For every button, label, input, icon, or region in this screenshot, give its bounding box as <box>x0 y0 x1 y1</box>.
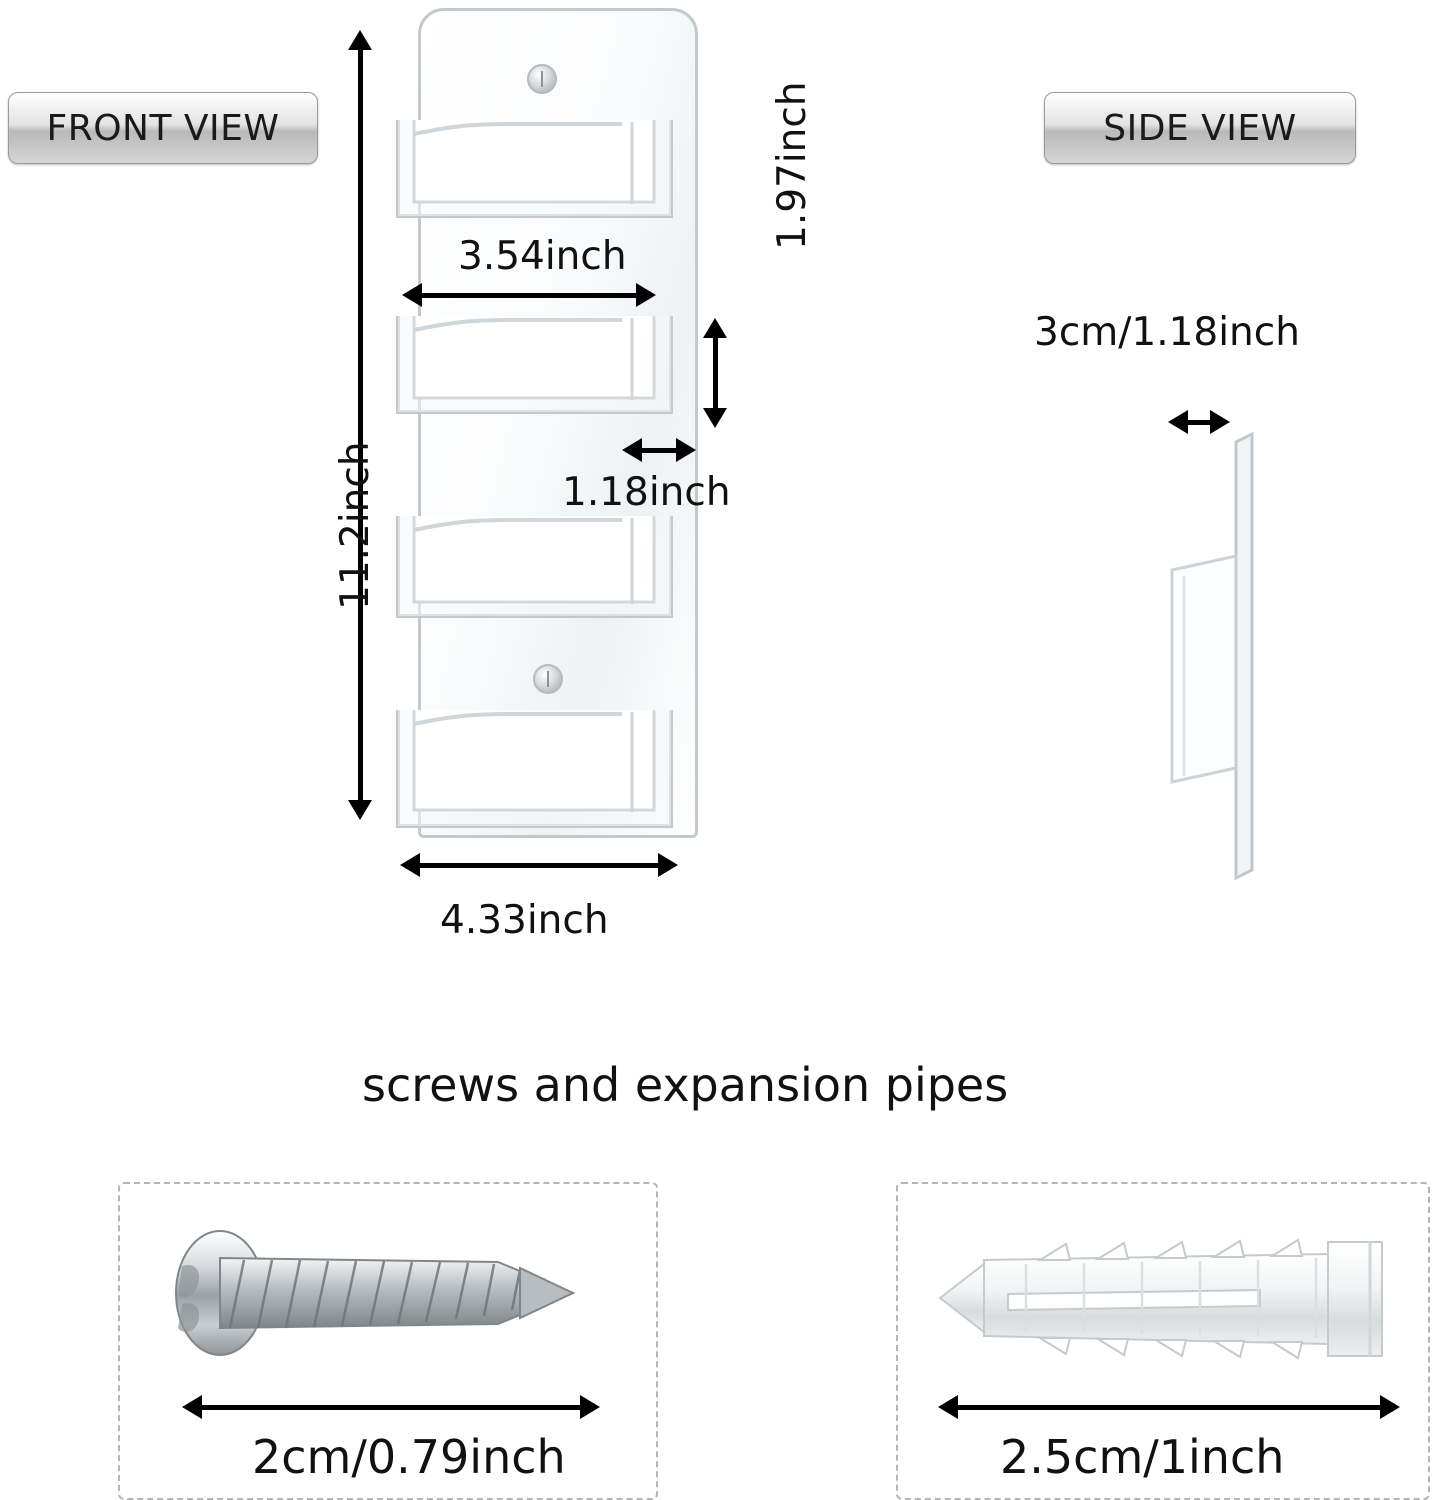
pocket-width-arrow <box>402 280 656 310</box>
top-screw-hole <box>527 64 557 94</box>
pocket-width-label: 3.54inch <box>458 234 627 279</box>
screw-icon <box>168 1218 618 1368</box>
pocket-height-arrow <box>700 318 730 428</box>
height-dimension-label: 11.2inch <box>333 441 378 610</box>
side-view-body <box>1150 430 1280 890</box>
bottom-screw-hole <box>533 664 563 694</box>
base-width-arrow <box>400 850 678 880</box>
screw-length-arrow <box>182 1392 600 1422</box>
pocket-4 <box>392 706 677 836</box>
pocket-depth-arrow <box>622 436 696 464</box>
expansion-pipe-length-arrow <box>938 1392 1400 1422</box>
pocket-1 <box>392 116 677 226</box>
expansion-pipe-icon <box>930 1220 1410 1370</box>
pocket-2 <box>392 312 677 422</box>
pocket-height-label: 1.97inch <box>770 81 815 250</box>
height-dimension-arrow <box>345 30 375 820</box>
pocket-depth-label: 1.18inch <box>562 470 731 515</box>
expansion-pipe-length-label: 2.5cm/1inch <box>1000 1430 1285 1484</box>
screw-length-label: 2cm/0.79inch <box>252 1430 566 1484</box>
pocket-3 <box>392 512 677 627</box>
front-view-badge: FRONT VIEW <box>8 92 318 164</box>
side-view-badge: SIDE VIEW <box>1044 92 1356 164</box>
side-depth-label: 3cm/1.18inch <box>1034 310 1300 355</box>
base-width-label: 4.33inch <box>440 898 609 943</box>
hardware-section-title: screws and expansion pipes <box>362 1058 1009 1112</box>
